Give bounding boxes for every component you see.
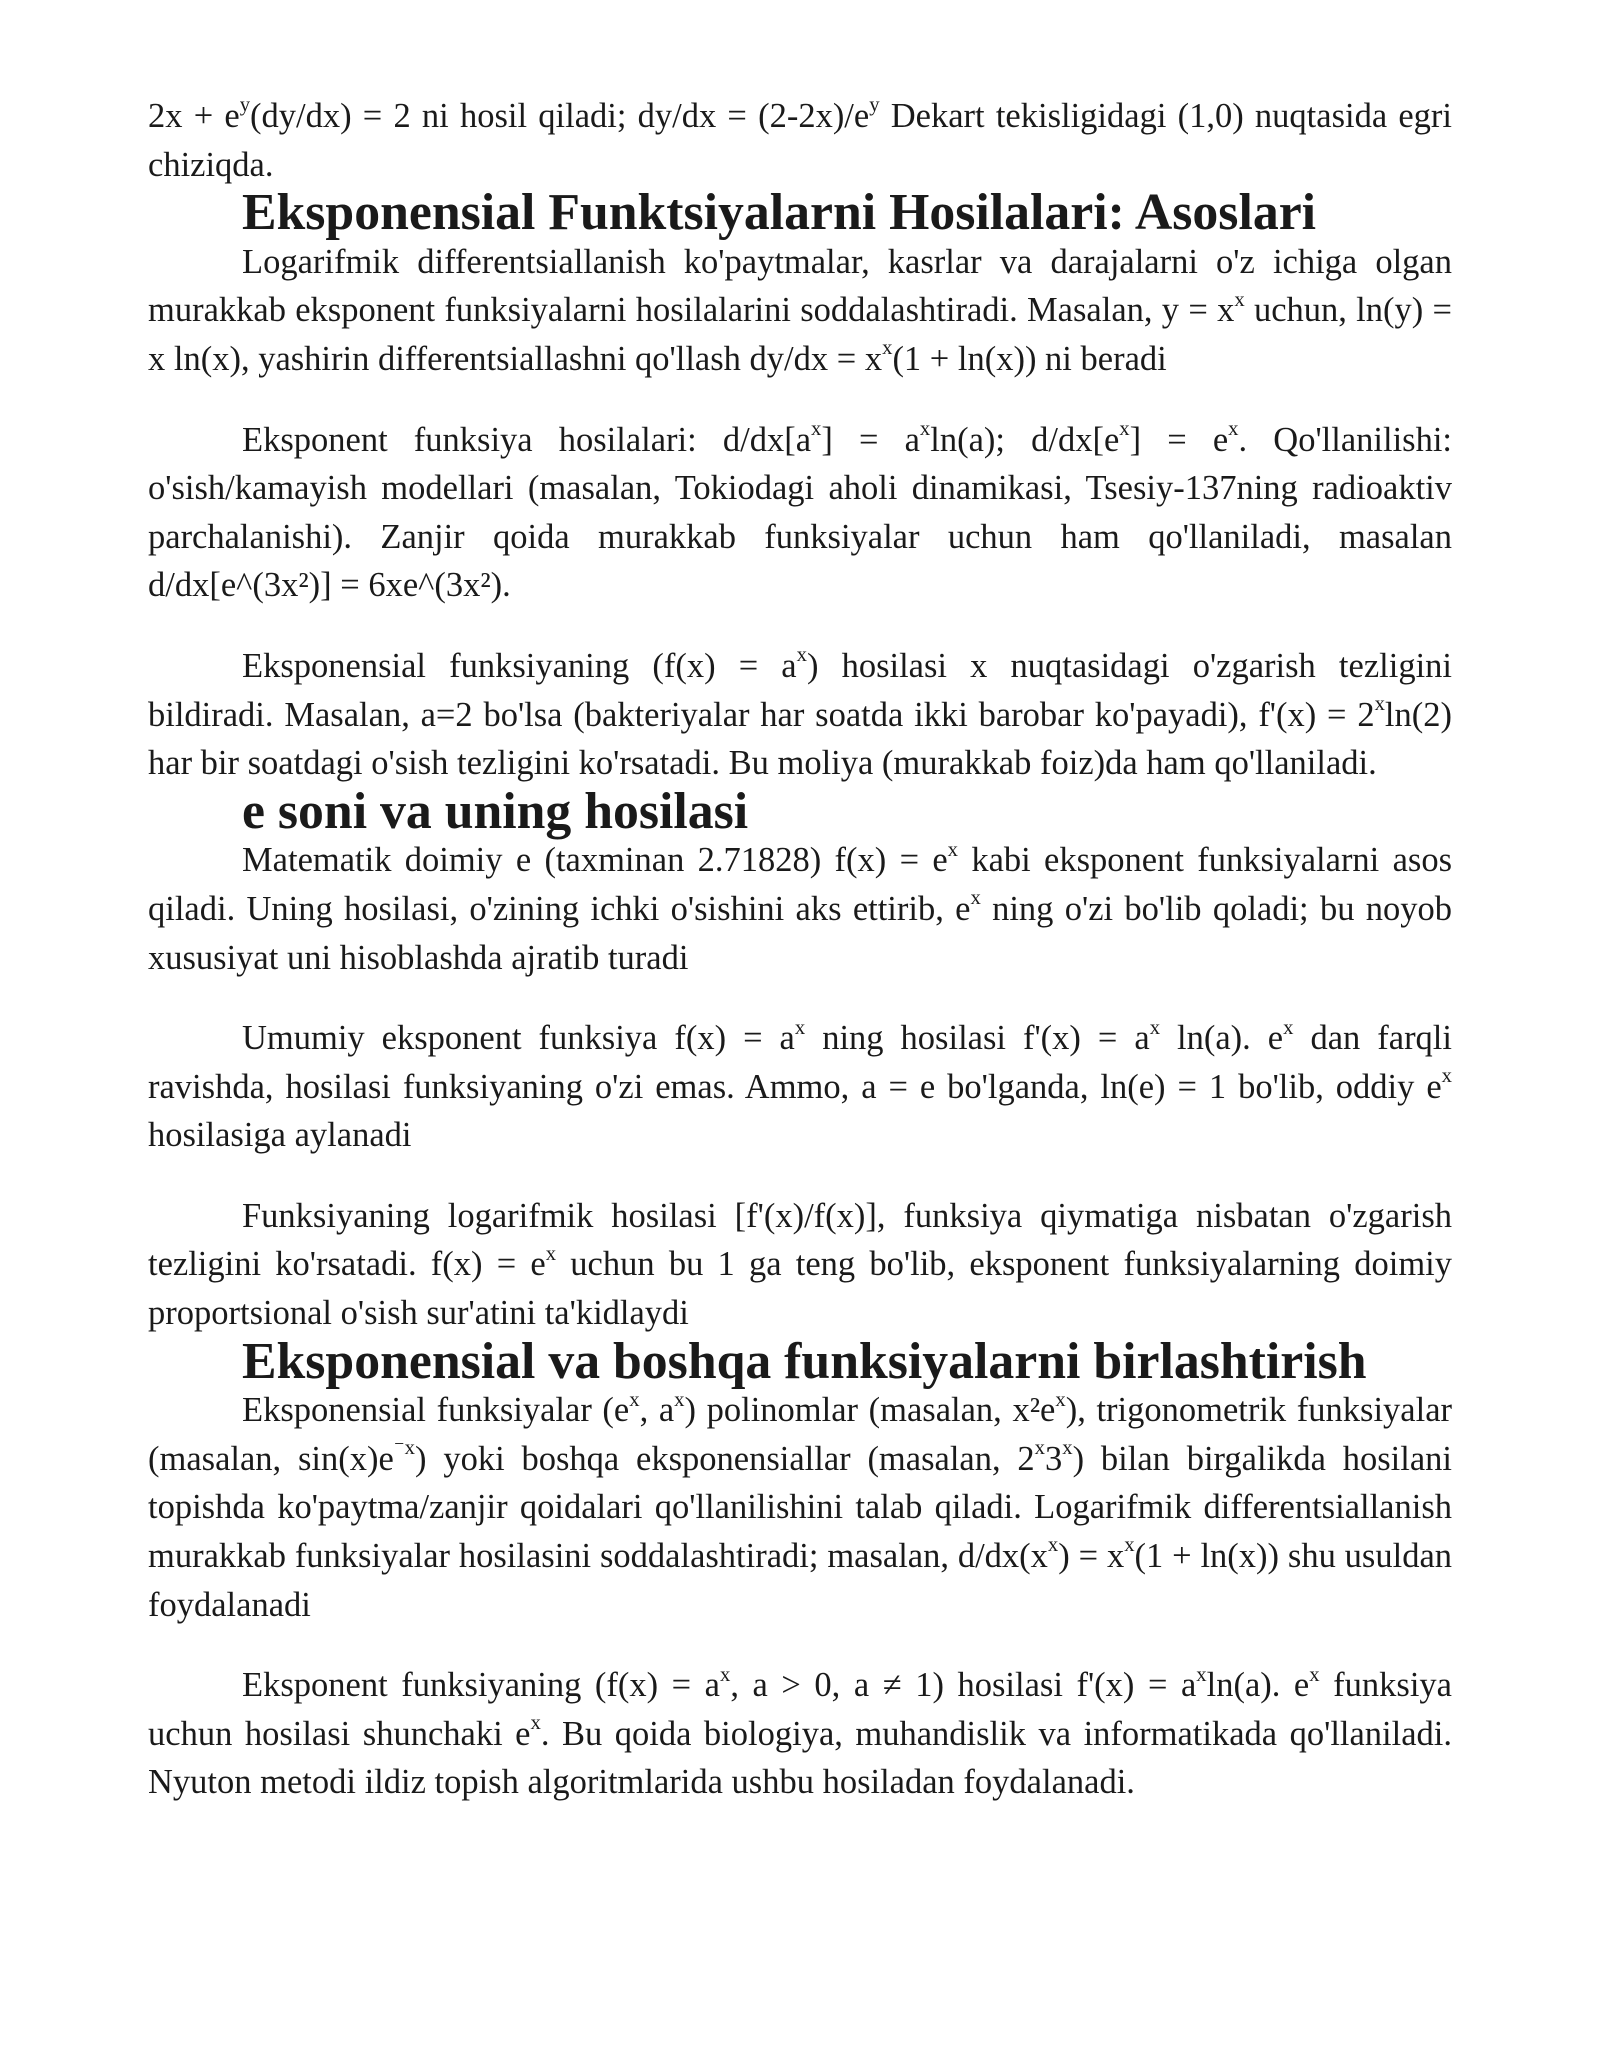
superscript-exponent: x xyxy=(1228,417,1239,440)
superscript-exponent: x xyxy=(1374,692,1385,715)
text-run: ln(a). e xyxy=(1160,1019,1284,1058)
text-run: , a > 0, a ≠ 1) hosilasi f'(x) = a xyxy=(730,1666,1197,1705)
superscript-exponent: x xyxy=(545,1242,557,1265)
paragraph-umumiy-eksponent xyxy=(148,1014,1452,1160)
text-run: Funksiyaning logarifmik hosilasi [f'(x)/f(x)], funksiya qiymatiga nisbatan o'zgarish tezligini ko'rsatadi. f(x) = e xyxy=(148,1196,1452,1284)
text-run: hosilasiga aylanadi xyxy=(148,1116,412,1155)
text-run: ] = a xyxy=(821,420,920,459)
superscript-exponent: x xyxy=(1283,1016,1294,1039)
superscript-exponent: x xyxy=(1441,1065,1452,1088)
document-page xyxy=(148,92,1452,1807)
superscript-exponent: x xyxy=(1047,1534,1059,1557)
intro-paragraph xyxy=(148,92,1452,189)
text-run: uchun, ln(y) = x ln(x), yashirin differentsiallashni qo'llash dy/dx = x xyxy=(148,291,1452,378)
text-run: ) hosilasi x nuqtasidagi o'zgarish tezligini bildiradi. Masalan, a=2 bo'lsa (bakteriyalar har soatda ikki barobar ko'payadi), f'(x) = 2 xyxy=(148,646,1452,734)
text-run: Eksponent funksiya hosilalari: d/dx[a xyxy=(242,420,812,459)
superscript-exponent: x xyxy=(1119,417,1130,440)
superscript-exponent: x xyxy=(919,417,931,440)
text-run: ) bilan birgalikda hosilani topishda ko'paytma/zanjir qoidalari qo'llanilishini talab qiladi. Logarifmik differentsiallanish murakkab funksiyalar hosilasini soddalashtiradi; masalan, d/dx(x xyxy=(148,1439,1452,1576)
text-run: Eksponensial funksiyalar (e xyxy=(242,1391,630,1430)
text-run: Eksponensial funksiyaning (f(x) = a xyxy=(242,646,797,685)
text-run: dan farqli ravishda, hosilasi funksiyaning o'zi emas. Ammo, a = e bo'lganda, ln(e) = 1 bo'lib, oddiy e xyxy=(148,1019,1452,1106)
section-heading-e-soni: e soni va uning hosilasi xyxy=(242,782,749,840)
superscript-exponent: x xyxy=(1196,1663,1207,1686)
text-run: Matematik doimiy e (taxminan 2.71828) f(x) = e xyxy=(242,841,948,880)
text-run: (1 + ln(x)) shu usuldan foydalanadi xyxy=(148,1537,1453,1624)
superscript-exponent: x xyxy=(947,838,959,861)
text-run: . Qo'llanilishi: o'sish/kamayish modellari (masalan, Tokiodagi aholi dinamikasi, Tsesiy-137ning radioaktiv parchalanishi). Zanjir qoida murakkab funksiyalar uchun ham qo'llaniladi, masalan d/dx[e^(3x²)] = 6xe^(3x²). xyxy=(148,420,1453,605)
text-run: Logarifmik differentsiallanish ko'paytmalar, kasrlar va darajalarni o'z ichiga olgan murakkab eksponent funksiyalarni hosilalarini soddalashtiradi. Masalan, y = x xyxy=(148,242,1452,330)
text-run: uchun bu 1 ga teng bo'lib, eksponent funksiyalarning doimiy proportsional o'sish sur'atini ta'kidlaydi xyxy=(148,1245,1452,1333)
superscript-exponent: x xyxy=(1124,1534,1135,1557)
text-run: . Bu qoida biologiya, muhandislik va informatikada qo'llaniladi. Nyuton metodi ildiz topish algoritmlarida ushbu hosiladan foydalanadi. xyxy=(148,1714,1452,1802)
text-run: ln(2) har bir soatdagi o'sish tezligini ko'rsatadi. Bu moliya (murakkab foiz)da ham qo'llaniladi. xyxy=(148,695,1452,783)
superscript-exponent: x xyxy=(530,1712,541,1735)
text-run: Eksponent funksiyaning (f(x) = a xyxy=(242,1666,720,1705)
text-run: ln(a); d/dx[e xyxy=(930,420,1120,459)
superscript-exponent: y xyxy=(869,94,880,117)
superscript-exponent: x xyxy=(720,1663,731,1686)
text-run: ln(a). e xyxy=(1206,1666,1310,1705)
text-run: ) yoki boshqa eksponensiallar (masalan, 2 xyxy=(415,1439,1035,1478)
paragraph-ozgarish-tezligi xyxy=(148,642,1452,788)
superscript-exponent: x xyxy=(970,887,981,910)
superscript-exponent: x xyxy=(1149,1016,1161,1039)
section-heading-asoslari: Eksponensial Funktsiyalarni Hosilalari: Asoslari xyxy=(242,184,1317,242)
superscript-exponent: x xyxy=(674,1388,685,1411)
text-run: ) polinomlar (masalan, x²e xyxy=(684,1391,1056,1430)
paragraph-nyuton-metodi xyxy=(148,1661,1452,1807)
superscript-exponent: x xyxy=(796,644,807,667)
text-run: Umumiy eksponent funksiya f(x) = a xyxy=(242,1019,795,1058)
text-run: ) = x xyxy=(1058,1537,1125,1576)
superscript-exponent: x xyxy=(1309,1663,1320,1686)
superscript-exponent: ⁻x xyxy=(393,1437,416,1460)
superscript-exponent: x xyxy=(811,417,822,440)
superscript-exponent: x xyxy=(1234,288,1245,311)
superscript-exponent: x xyxy=(794,1016,806,1039)
section-heading-birlashtirish: Eksponensial va boshqa funksiyalarni birlashtirish xyxy=(242,1332,1367,1390)
paragraph-eksponent-hosilalari xyxy=(148,416,1452,610)
text-run: kabi eksponent funksiyalarni asos qiladi. Uning hosilasi, o'zining ichki o'sishini aks ettirib, e xyxy=(148,841,1452,928)
text-run: ), trigonometrik funksiyalar (masalan, sin(x)e xyxy=(148,1391,1452,1478)
superscript-exponent: x xyxy=(1034,1437,1045,1460)
paragraph-kopaytma-zanjir xyxy=(148,1386,1452,1629)
superscript-exponent: x xyxy=(629,1388,640,1411)
text-run: Dekart tekisligidagi (1,0) nuqtasida egri chiziqda. xyxy=(148,97,1452,184)
superscript-exponent: x xyxy=(1055,1388,1066,1411)
text-run: 3 xyxy=(1045,1439,1063,1478)
superscript-exponent: x xyxy=(1062,1437,1073,1460)
superscript-exponent: x xyxy=(882,337,893,360)
text-run: (1 + ln(x)) ni beradi xyxy=(892,339,1167,378)
text-run: , a xyxy=(639,1391,675,1430)
text-run: 2x + e xyxy=(148,97,240,135)
text-run: funksiya uchun hosilasi shunchaki e xyxy=(148,1666,1452,1753)
paragraph-logarifmik-hosila xyxy=(148,1192,1452,1338)
text-run: (dy/dx) = 2 ni hosil qiladi; dy/dx = (2-2x)/e xyxy=(250,97,870,135)
paragraph-logarifmik-differentsiallanish xyxy=(148,238,1452,384)
text-run: ] = e xyxy=(1129,420,1229,459)
text-run: ning o'zi bo'lib qoladi; bu noyob xususiyat uni hisoblashda ajratib turadi xyxy=(148,889,1452,977)
text-run: ning hosilasi f'(x) = a xyxy=(805,1019,1150,1058)
superscript-exponent: y xyxy=(239,94,251,117)
paragraph-matematik-doimiy xyxy=(148,836,1452,982)
